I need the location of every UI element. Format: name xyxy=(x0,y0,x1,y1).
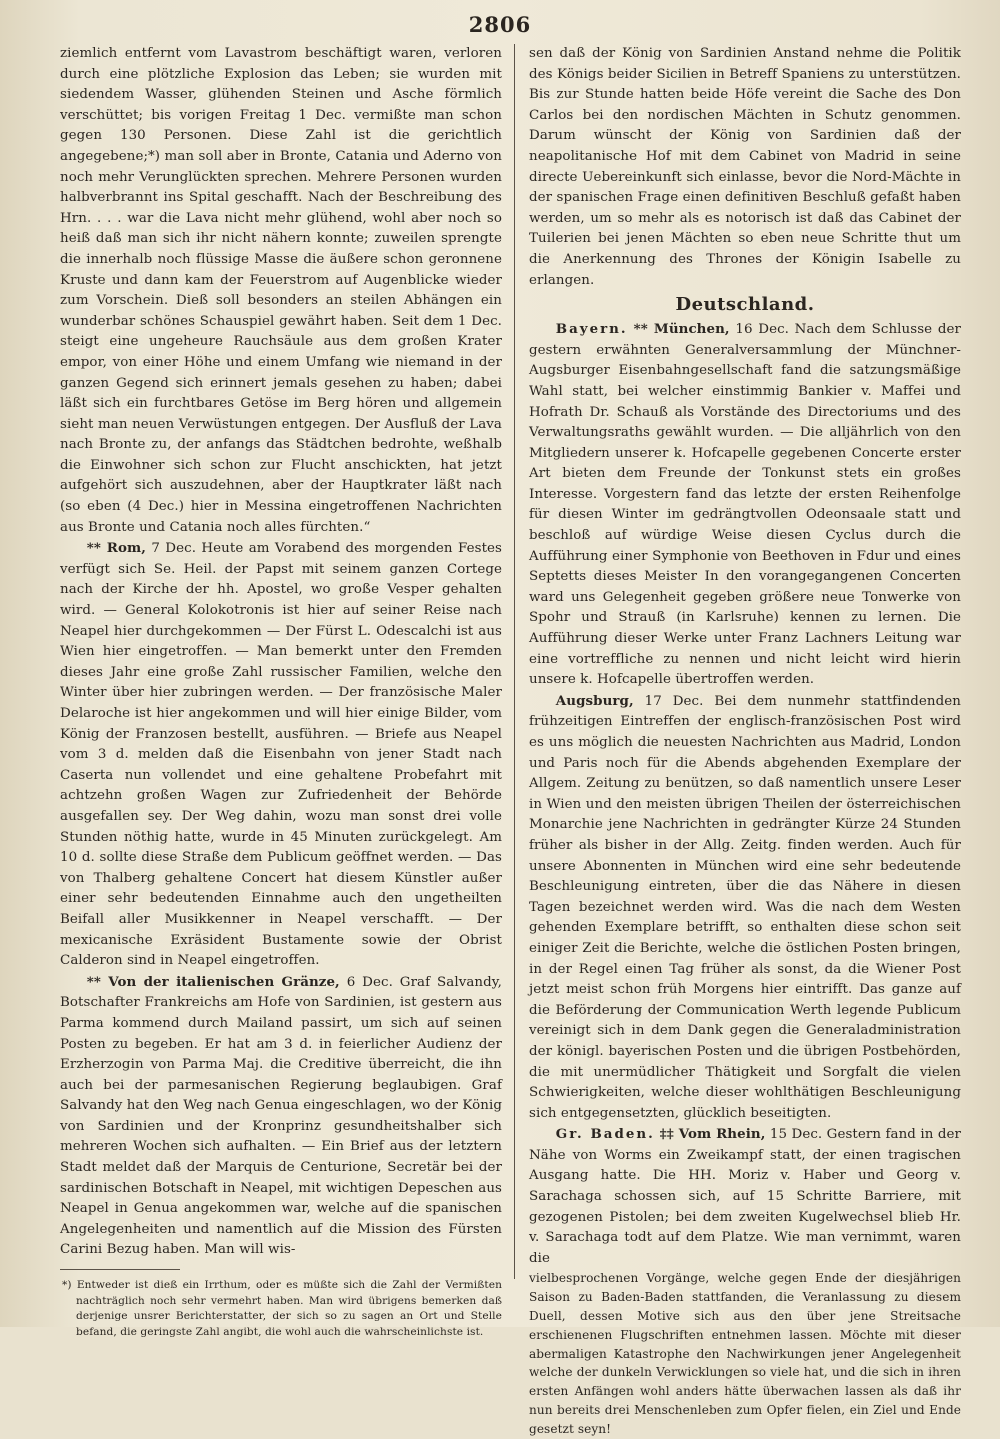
dateline: Augsburg, xyxy=(555,692,634,709)
article-baden xyxy=(529,1124,961,1269)
article-italian-border xyxy=(60,972,502,1261)
dateline: ‡‡ Vom Rhein, xyxy=(654,1126,766,1143)
article-munich xyxy=(529,319,961,691)
column-divider xyxy=(514,44,515,1279)
region-label: Gr. Baden. xyxy=(555,1126,655,1143)
article-text: 6 Dec. Graf Salvandy, Botschafter Frankreichs am Hofe von Sardinien, ist gestern aus Parma kommend durch Mailand passirt, um sich auf seinen Posten zu begeben. Er hat am 3 d. in feierlicher Audienz der Erzherzogin von Parma Maj. die Creditive überreicht, die ihn auch bei der parmesanischen Regierung beglaubigen. Graf Salvandy hat den Weg nach Genua eingeschlagen, wo der König von Sardinien und der Kronprinz gesundheitshalber sich mehreren Wochen sich aufhalten. — Ein Brief aus der letztern Stadt meldet daß der Marquis de Centurione, Secretär bei der sardinischen Botschaft in Neapel, mit wichtigen Depeschen aus Neapel in Genua angekommen war, welche auf die spanischen Angelegenheiten und namentlich auf die Mission des Fürsten Carini Bezug haben. Man will wis- xyxy=(60,974,502,1258)
page-number: 2806 xyxy=(468,12,532,37)
article-text-small: vielbesprochenen Vorgänge, welche gegen Ende der diesjährigen Saison zu Baden-Baden stattfanden, die Veranlassung zu diesem Duell, dessen Motive sich aus den über jene Streitsache erschienenen Flugschriften entnehmen lassen. Möchte mit dieser abermaligen Katastrophe den Nachwirkungen jener Angelegenheit welche der dunkeln Verwicklungen so viele hat, und die sich in ihren ersten Anfängen wohl anders hätte überwachen lassen als daß ihr nun bereits drei Menschenleben zum Opfer fielen, ein Ziel und Ende gesetzt seyn! xyxy=(529,1271,961,1436)
left-column xyxy=(60,44,502,1340)
article-augsburg xyxy=(529,691,961,1124)
dateline: ** Rom, xyxy=(86,540,146,557)
article-text: 16 Dec. Nach dem Schlusse der gestern erwähnten Generalversammlung der Münchner-Augsburger Eisenbahngesellschaft fand die satzungsmäßige Wahl statt, bei welcher einstimmig Bankier v. Maffei und Hofrath Dr. Schauß als Vorstände des Directoriums und des Verwaltungsraths gewählt wurden. — Die alljährlich von den Mitgliedern unserer k. Hofcapelle gegebenen Concerte erster Art bieten dem Freunde der Tonkunst stets ein großes Interesse. Vorgestern fand das letzte der ersten Reihenfolge für diesen Winter im gedrängtvollen Odeonsaale statt und beschloß auf würdige Weise diesen Cyclus durch die Aufführung einer Symphonie von Beethoven in Fdur und eines Septetts dieses Meister In den vorangegangenen Concerten ward uns Gelegenheit gegeben größere neue Tonwerke von Spohr und Strauß (in Karlsruhe) kennen zu lernen. Die Aufführung dieser Werke unter Franz Lachners Leitung war eine vortreffliche zu nennen und nicht leicht wird hierin unsere k. Hofcapelle übertroffen werden. xyxy=(529,322,961,688)
dateline: ** Von der italienischen Gränze, xyxy=(86,973,340,990)
section-heading: Deutschland. xyxy=(675,294,815,316)
dateline: ** München, xyxy=(627,321,730,338)
article-text: 15 Dec. Gestern fand in der Nähe von Worms ein Zweikampf statt, der einen tragischen Ausgang hatte. Die HH. Moriz v. Haber und Georg v. Sarachaga schossen sich, auf 15 Schritte Barriere, mit gezogenen Pistolen; bei dem zweiten Kugelwechsel blieb Hr. v. Sarachaga todt auf dem Platze. Wie man vernimmt, waren die xyxy=(529,1127,961,1266)
article-rome xyxy=(60,538,502,971)
article-text: 7 Dec. Heute am Vorabend des morgenden Festes verfügt sich Se. Heil. der Papst mit seinem ganzen Cortege nach der Kirche der hh. Apostel, wo große Vesper gehalten wird. — General Kolokotronis ist hier auf seiner Reise nach Neapel hier durchgekommen — Der Fürst L. Odescalchi ist aus Wien hier eingetroffen. — Man bemerkt unter den Fremden dieses Jahr eine große Zahl russischer Familien, welche den Winter über hier zubringen werden. — Der französische Maler Delaroche ist hier angekommen und will hier einige Bilder, vom König der Franzosen bestellt, ausführen. — Briefe aus Neapel vom 3 d. melden daß die Eisenbahn von jener Stadt nach Caserta nun vollendet und eine gehaltene Probefahrt mit achtzehn großen Wagen zur Zufriedenheit der Behörde ausgefallen sey. Der Weg dahin, wozu man sonst drei volle Stunden nöthig hatte, wurde in 45 Minuten zurückgelegt. Am 10 d. sollte diese Straße dem Publicum geöffnet werden. — Das von Thalberg gehaltene Concert hat diesem Künstler außer einer sehr bedeutenden Einnahme auch den ungetheilten Beifall aller Musikkenner in Neapel verschafft. — Der mexicanische Exräsident Bustamente sowie der Obrist Calderon sind in Neapel eingetroffen. xyxy=(60,541,502,969)
article-text: sen daß der König von Sardinien Anstand nehme die Politik des Königs beider Sicilien in Betreff Spaniens zu unterstützen. Bis zur Stunde hatten beide Höfe vereint die Sache des Don Carlos bei den nordischen Mächten in Schutz genommen. Darum wünscht der König von Sardinien daß der neapolitanische Hof mit dem Cabinet von Madrid in seine directe Uebereinkunft sich einlasse, bevor die Nord-Mächte in der spanischen Frage einen definitiven Beschluß gefaßt haben werden, um so mehr als es notorisch ist daß das Cabinet der Tuilerien bei jenen Mächten so eben neue Schritte thut um die Anerkennung des Thrones der Königin Isabelle zu erlangen. xyxy=(529,46,961,288)
article-text: 17 Dec. Bei dem nunmehr stattfindenden frühzeitigen Eintreffen der englisch-französischen Post wird es uns möglich die neuesten Nachrichten aus Madrid, London und Paris noch für die Abends abgehenden Exemplare der Allgem. Zeitung zu benützen, so daß namentlich unsere Leser in Wien und den meisten übrigen Theilen der österreichischen Monarchie jene Nachrichten in gedrängter Kürze 24 Stunden früher als bisher in der Allg. Zeitg. finden werden. Auch für unsere Abonnenten in München wird eine sehr bedeutende Beschleunigung eintreten, über die das Nähere in diesen Tagen bezeichnet werden wird. Was die nach dem Westen gehenden Exemplare betrifft, so enthalten diese schon seit einiger Zeit die Berichte, welche die östlichen Posten bringen, in der Regel einen Tag früher als sonst, da die Wiener Post jetzt meist schon früh Morgens hier eintrifft. Das ganze auf die Beförderung der Communication Werth legende Publicum vereinigt sich in dem Dank gegen die Generaladministration der königl. bayerischen Posten und die übrigen Postbehörden, die mit unermüdlicher Thätigkeit und Sorgfalt die vielen Schwierigkeiten, welche dieser wohlthätigen Beschleunigung sich entgegensetzten, glücklich beseitigten. xyxy=(529,693,961,1121)
footnote: *) Entweder ist dieß ein Irrthum, oder es müßte sich die Zahl der Vermißten nachträglich noch sehr vermehrt haben. Man wird übrigens bemerken daß derjenige unsrer Berichterstatter, der sich so zu sagen an Ort und Stelle befand, die geringste Zahl angibt, die wohl auch die wahrscheinlichste ist. xyxy=(62,1279,502,1338)
article-text: ziemlich entfernt vom Lavastrom beschäftigt waren, verloren durch eine plötzliche Explosion das Leben; sie wurden mit siedendem Wasser, glühenden Steinen und Asche förmlich verschüttet; bis vorigen Freitag 1 Dec. vermißte man schon gegen 130 Personen. Diese Zahl ist die gerichtlich angegebene;*) man soll aber in Bronte, Catania und Aderno von noch mehr Verunglückten sprechen. Mehrere Personen wurden halbverbrannt ins Spital geschafft. Nach der Beschreibung des Hrn. . . . war die Lava nicht mehr glühend, wohl aber noch so heiß daß man sich ihr nicht nähern konnte; zuweilen sprengte die innerhalb noch flüssige Masse die äußere schon geronnene Kruste und dann kam der Feuerstrom auf Augenblicke wieder zum Vorschein. Dieß soll besonders an steilen Abhängen ein wunderbar schönes Schauspiel gewährt haben. Seit dem 1 Dec. steigt eine ungeheure Rauchsäule aus dem großen Krater empor, von einer Höhe und einem Umfang wie niemand in der ganzen Gegend sich erinnert jemals gesehen zu haben; dabei läßt sich ein furchtbares Getöse im Berg hören und allgemein sieht man neuen Verwüstungen entgegen. Der Ausfluß der Lava nach Bronte zu, der anfangs das Städtchen bedrohte, weßhalb die Einwohner sich schon zur Flucht anschickten, hat jetzt aufgehört sich auszudehnen, aber der Hauptkrater läßt nach (so eben (4 Dec.) hier in Messina eingetroffenen Nachrichten aus Bronte und Catania noch alles fürchten.“ xyxy=(60,46,502,535)
footnote-rule xyxy=(60,1269,180,1270)
right-column xyxy=(529,44,961,1439)
region-label: Bayern. xyxy=(555,321,628,338)
